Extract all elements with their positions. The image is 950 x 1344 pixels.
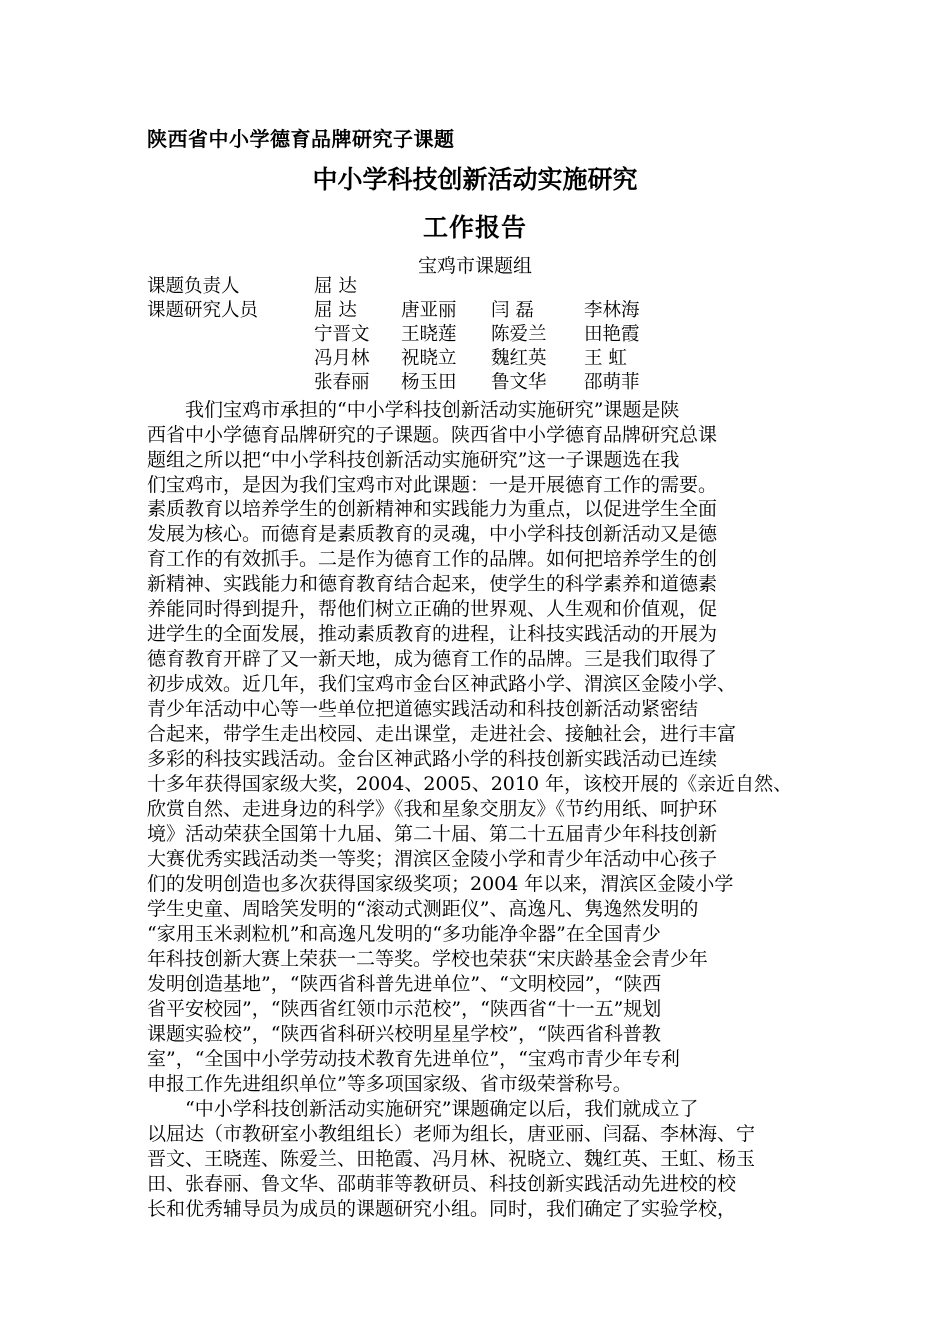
body-line: 们的发明创造也多次获得国家级奖项；2004 年以来，渭滨区金陵小学 — [147, 873, 734, 895]
body-line: “中小学科技创新活动实施研究”课题确定以后，我们就成立了 — [185, 1098, 699, 1120]
body-line: 养能同时得到提升，帮他们树立正确的世界观、人生观和价值观，促 — [147, 598, 718, 620]
researchers-row — [314, 347, 654, 371]
researchers-row — [314, 371, 654, 395]
researcher: 闫 磊 — [491, 300, 534, 321]
researcher: 张春丽 — [314, 372, 370, 393]
body-line: 初步成效。近几年，我们宝鸡市金台区神武路小学、渭滨区金陵小学、 — [147, 673, 737, 695]
researcher: 唐亚丽 — [401, 300, 457, 321]
researcher: 冯月林 — [314, 348, 370, 369]
body-line: 德育教育开辟了又一新天地，成为德育工作的品牌。三是我们取得了 — [147, 648, 718, 670]
researcher: 杨玉田 — [401, 372, 457, 393]
body-line: 境》活动荣获全国第十九届、第二十届、第二十五届青少年科技创新 — [147, 823, 718, 845]
researcher: 鲁文华 — [491, 372, 547, 393]
body-line: 我们宝鸡市承担的“中小学科技创新活动实施研究”课题是陕 — [185, 399, 680, 421]
researchers-label-row — [147, 299, 307, 323]
researcher: 王晓莲 — [401, 324, 457, 345]
report-subtitle: 工作报告 — [422, 213, 527, 242]
body-line: 发展为核心。而德育是素质教育的灵魂，中小学科技创新活动又是德 — [147, 523, 718, 545]
report-title: 中小学科技创新活动实施研究 — [312, 165, 638, 194]
body-line: 省平安校园”，“陕西省红领巾示范校”，“陕西省“十一五”规划 — [147, 998, 662, 1020]
body-line: 年科技创新大赛上荣获一二等奖。学校也荣获“宋庆龄基金会青少年 — [147, 948, 708, 970]
body-line: 晋文、王晓莲、陈爱兰、田艳霞、冯月林、祝晓立、魏红英、王虹、杨玉 — [147, 1148, 756, 1170]
body-line: 们宝鸡市，是因为我们宝鸡市对此课题：一是开展德育工作的需要。 — [147, 474, 718, 496]
body-line: 题组之所以把“中小学科技创新活动实施研究”这一子课题选在我 — [147, 449, 680, 471]
researchers-label: 课题研究人员 — [147, 300, 259, 321]
series-heading: 陕西省中小学德育品牌研究子课题 — [147, 127, 455, 151]
body-line: 以屈达（市教研室小教组组长）老师为组长，唐亚丽、闫磊、李林海、宁 — [147, 1123, 756, 1145]
leader-label: 课题负责人 — [147, 276, 240, 297]
researcher: 屈 达 — [314, 300, 357, 321]
leader-row — [147, 275, 547, 299]
researcher: 宁晋文 — [314, 324, 370, 345]
researchers-row — [314, 299, 654, 323]
body-line: 素质教育以培养学生的创新精神和实践能力为重点，以促进学生全面 — [147, 498, 718, 520]
leader-name: 屈 达 — [314, 276, 357, 297]
body-line: 青少年活动中心等一些单位把道德实践活动和科技创新活动紧密结 — [147, 698, 699, 720]
body-line: 学生史童、周晗笑发明的“滚动式测距仪”、高逸凡、隽逸然发明的 — [147, 898, 699, 920]
researcher: 祝晓立 — [401, 348, 457, 369]
body-line: 十多年获得国家级大奖，2004、2005、2010 年，该校开展的《亲近自然、 — [147, 773, 793, 795]
body-line: 育工作的有效抓手。二是作为德育工作的品牌。如何把培养学生的创 — [147, 548, 718, 570]
group-name: 宝鸡市课题组 — [417, 255, 532, 277]
body-line: “家用玉米剥粒机”和高逸凡发明的“多功能净伞器”在全国青少 — [147, 923, 661, 945]
body-line: 课题实验校”，“陕西省科研兴校明星星学校”，“陕西省科普教 — [147, 1023, 661, 1045]
body-line: 长和优秀辅导员为成员的课题研究小组。同时，我们确定了实验学校， — [147, 1198, 737, 1220]
researcher: 李林海 — [584, 300, 640, 321]
body-line: 多彩的科技实践活动。金台区神武路小学的科技创新实践活动已连续 — [147, 748, 718, 770]
researcher: 陈爱兰 — [491, 324, 547, 345]
body-line: 合起来，带学生走出校园、走出课堂，走进社会、接触社会，进行丰富 — [147, 723, 737, 745]
body-line: 进学生的全面发展，推动素质教育的进程，让科技实践活动的开展为 — [147, 623, 718, 645]
body-line: 申报工作先进组织单位”等多项国家级、省市级荣誉称号。 — [147, 1073, 632, 1095]
body-line: 大赛优秀实践活动类一等奖；渭滨区金陵小学和青少年活动中心孩子 — [147, 848, 718, 870]
researcher: 田艳霞 — [584, 324, 640, 345]
researcher: 邵萌菲 — [584, 372, 640, 393]
researchers-row — [314, 323, 654, 347]
body-line: 室”，“全国中小学劳动技术教育先进单位”，“宝鸡市青少年专利 — [147, 1048, 680, 1070]
body-line: 发明创造基地”，“陕西省科普先进单位”、“文明校园”，“陕西 — [147, 973, 662, 995]
researcher: 魏红英 — [491, 348, 547, 369]
body-line: 新精神、实践能力和德育教育结合起来，使学生的科学素养和道德素 — [147, 573, 718, 595]
body-line: 田、张春丽、鲁文华、邵萌菲等教研员、科技创新实践活动先进校的校 — [147, 1173, 737, 1195]
body-line: 欣赏自然、走进身边的科学》《我和星象交朋友》《节约用纸、呵护环 — [147, 798, 718, 820]
researcher: 王 虹 — [584, 348, 627, 369]
body-line: 西省中小学德育品牌研究的子课题。陕西省中小学德育品牌研究总课 — [147, 424, 718, 446]
